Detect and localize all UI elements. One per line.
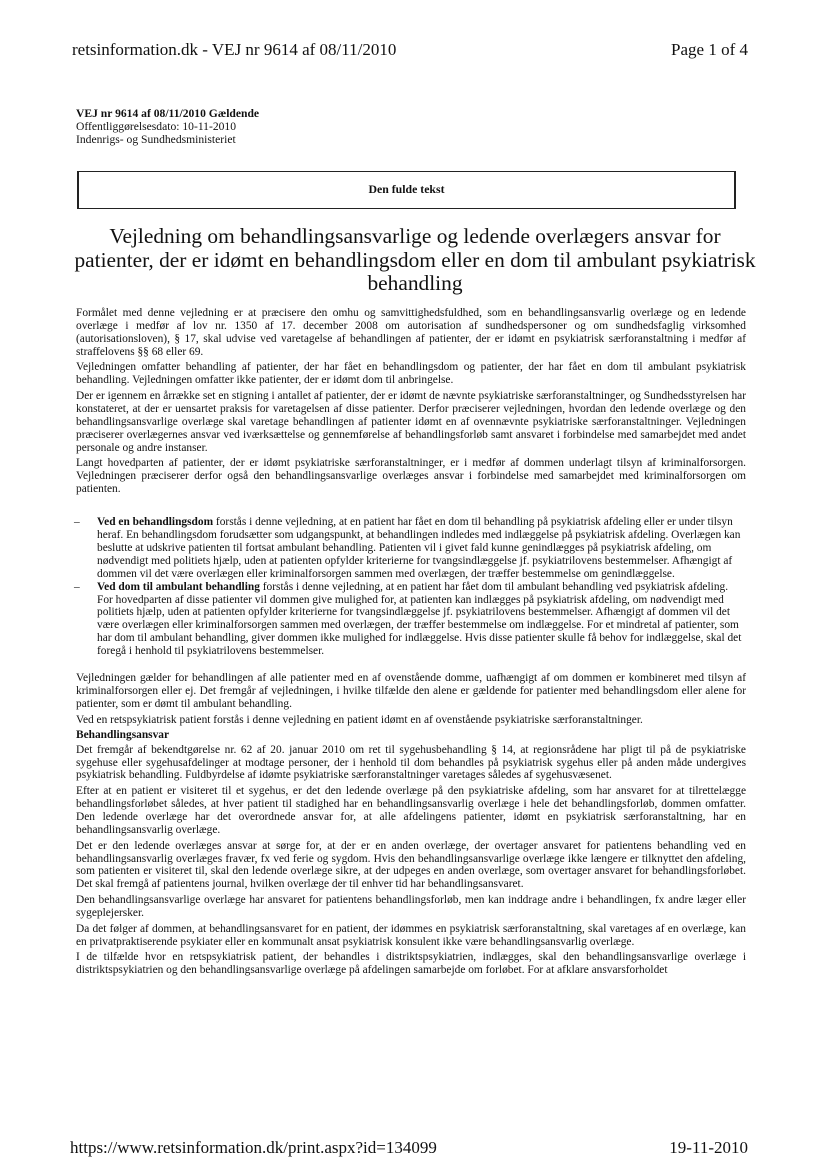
footer-date: 19-11-2010 <box>669 1138 748 1157</box>
publish-date: Offentliggørelsesdato: 10-11-2010 <box>76 120 237 133</box>
paragraph: Efter at en patient er visiteret til et sygehus, er det den ledende overlæge på den psykiatriske afdeling, som har ansvaret for at tilrettelægge behandlingsforløbet således, at hver patient til stadighed har en behandlingsansvarlig overlæge i hele det behandlingsforløb, dommen omfatter. Den ledende overlæge har det overordnede ansvar for, at alle afdelingens patienter, idømt en psykiatrisk særforanstaltning, har en behandlingsansvarlig overlæge. <box>76 785 746 836</box>
paragraph: Vejledningen omfatter behandling af patienter, der har fået en behandlingsdom og patienter, der har fået en dom til ambulant psykiatrisk behandling. Vejledningen omfatter ikke patienter, der er idømt dom til anbringelse. <box>76 361 746 387</box>
full-text-label: Den fulde tekst <box>368 182 445 196</box>
paragraph: Formålet med denne vejledning er at præcisere den omhu og samvittighedsfuldhed, som en behandlingsansvarlig overlæge og en ledende overlæge i medfør af lov nr. 1350 af 17. december 2008 om autorisation af sundhedspersoner og om sundhedsfaglig virksomhed (autorisationsloven), § 17, skal udvise ved varetagelse af behandlingen af patienter, der er idømt en psykiatrisk særforanstaltning i medfør af straffelovens §§ 68 eller 69. <box>76 307 746 358</box>
page-footer <box>70 1138 748 1162</box>
list-text: forstås i denne vejledning, at en patient har fået dom til ambulant behandling ved psykiatrisk afdeling. For hovedparten af disse patienter vil dommen give mulighed for, at patienten kan indlægges på psykiatrisk afdeling, om nødvendigt med politiets hjælp, uden at patienten opfylder kriterierne for tvangsindlæggelse jf. psykiatrilovens bestemmelser. Afhængigt af dommen vil det være overlægen eller kriminalforsorgen sammen med overlægen, der træffer bestemmelse om indlæggelse. For et mindretal af patienter, som har dom til ambulant behandling, giver dommen ikke mulighed for indlæggelse. Hvis disse patienter skulle få behov for indlæggelse, skal det foregå i henhold til psykiatrilovens bestemmelser. <box>97 580 742 658</box>
list-item <box>76 516 746 581</box>
footer-url[interactable]: https://www.retsinformation.dk/print.aspx?id=134099 <box>70 1138 437 1157</box>
paragraph: Vejledningen gælder for behandlingen af alle patienter med en af ovenstående domme, uafhængigt af om dommen er kombineret med tilsyn af kriminalforsorgen eller ej. Det fremgår af vejledningen, i hvilke tilfælde den alene er gældende for patienter med behandlingsdom eller alene for patienter, som er dømt til ambulant behandling. <box>76 672 746 710</box>
document-title: Vejledning om behandlingsansvarlige og ledende overlægers ansvar for patienter, der er idømt en behandlingsdom eller en dom til ambulant psykiatrisk behandling <box>74 224 756 295</box>
paragraph: Den behandlingsansvarlige overlæge har ansvaret for patientens behandlingsforløb, men kan inddrage andre i behandlingen, fx andre læger eller sygeplejersker. <box>76 894 746 919</box>
document-body <box>76 307 746 980</box>
header-source: retsinformation.dk - VEJ nr 9614 af 08/11/2010 <box>72 40 397 59</box>
list-term: Ved en behandlingsdom <box>97 516 214 529</box>
document-meta <box>76 107 259 146</box>
paragraph: Det fremgår af bekendtgørelse nr. 62 af 20. januar 2010 om ret til sygehusbehandling § 14, at regionsrådene har pligt til på de psykiatriske sygehuse eller sygehusafdelinger at modtage personer, der i henhold til dom behandles på psykiatrisk sygehus eller på anden måde undergives psykiatrisk behandling. Fuldbyrdelse af idømte psykiatriske særforanstaltninger varetages således af sygehusvæsenet. <box>76 743 746 782</box>
ministry: Indenrigs- og Sundhedsministeriet <box>76 133 236 146</box>
paragraph: Det er den ledende overlæges ansvar at sørge for, at der er en anden overlæge, der overtager ansvaret for patientens behandling ved en behandlingsansvarlig overlæges fravær, fx ved ferie og sygdom. Hvis den behandlingsansvarlige overlæge ikke længere er tilknyttet den afdeling, som patienten er visiteret til, skal den ledende overlæge sikre, at der udpeges en anden overlæge, som overtager ansvaret for behandlingsforløbet. Det skal fremgå af patientens journal, hvilken overlæge der til enhver tid har behandlingsansvaret. <box>76 839 746 891</box>
doc-id: VEJ nr 9614 af 08/11/2010 Gældende <box>76 107 260 120</box>
list-dash: – <box>74 580 80 593</box>
section-heading: Behandlingsansvar <box>76 729 170 742</box>
list-text: forstås i denne vejledning, at en patient har fået en dom til behandling på psykiatrisk afdeling eller er under tilsyn heraf. En behandlingsdom forudsætter som udgangspunkt, at behandlingen indledes med indlæggelse på psykiatrisk afdeling. Overlægen kan beslutte at udskrive patienten til fortsat ambulant behandling. Patienten vil i givet fald kunne genindlægges på psykiatrisk afdeling, om nødvendigt med politiets hjælp, uden at patienten opfylder kriterierne for tvangsindlæggelse jf. psykiatrilovens bestemmelser. Afhængigt af dommen vil det være overlægen eller kriminalforsorgen sammen med overlægen, der træffer bestemmelse om genindlæggelse. <box>97 516 741 580</box>
header-page-number: Page 1 of 4 <box>671 40 748 59</box>
paragraph: Da det følger af dommen, at behandlingsansvaret for en patient, der idømmes en psykiatrisk særforanstaltning, skal varetages af en overlæge, kan en privatpraktiserende psykiater eller en kommunalt ansat psykiatrisk konsulent ikke være behandlingsansvarlig overlæge. <box>76 922 746 948</box>
list-term: Ved dom til ambulant behandling <box>97 580 260 593</box>
paragraph: I de tilfælde hvor en retspsykiatrisk patient, der behandles i distriktspsykiatrien, indlægges, skal den behandlingsansvarlige overlæge i distriktspsykiatrien og den behandlingsansvarlige overlæge på afdelingen samarbejde om forløbet. For at afklare ansvarsforholdet <box>76 951 746 977</box>
definition-list <box>76 516 746 658</box>
paragraph: Langt hovedparten af patienter, der er idømt psykiatriske særforanstaltninger, er i medfør af dommen underlagt tilsyn af kriminalforsorgen. Vejledningen præciserer derfor også den behandlingsansvarlige overlæges ansvar i forbindelse med samarbejdet med kriminalforsorgen om patienten. <box>76 457 746 496</box>
paragraph: Der er igennem en årrække set en stigning i antallet af patienter, der er idømt de nævnte psykiatriske særforanstaltninger, og Sundhedsstyrelsen har konstateret, at der er uensartet praksis for varetagelsen af disse patienter. Derfor præciserer vejledningen, hvordan den ledende overlæge og den behandlingsansvarlige overlæge skal varetage behandlingen af patienter idømt en af ovennævnte psykiatriske særforanstaltninger. Vejledningen præciserer overlægernes ansvar ved iværksættelse og gennemførelse af behandlingsforløb samt ansvaret i forbindelse med samarbejdet med andet personale og andre instanser. <box>76 390 746 454</box>
list-dash: – <box>74 516 80 529</box>
list-item <box>76 581 746 658</box>
full-text-box <box>77 171 736 209</box>
paragraph: Ved en retspsykiatrisk patient forstås i denne vejledning en patient idømt en af ovenstående psykiatriske særforanstaltninger. <box>76 713 643 726</box>
page-header <box>72 40 748 64</box>
